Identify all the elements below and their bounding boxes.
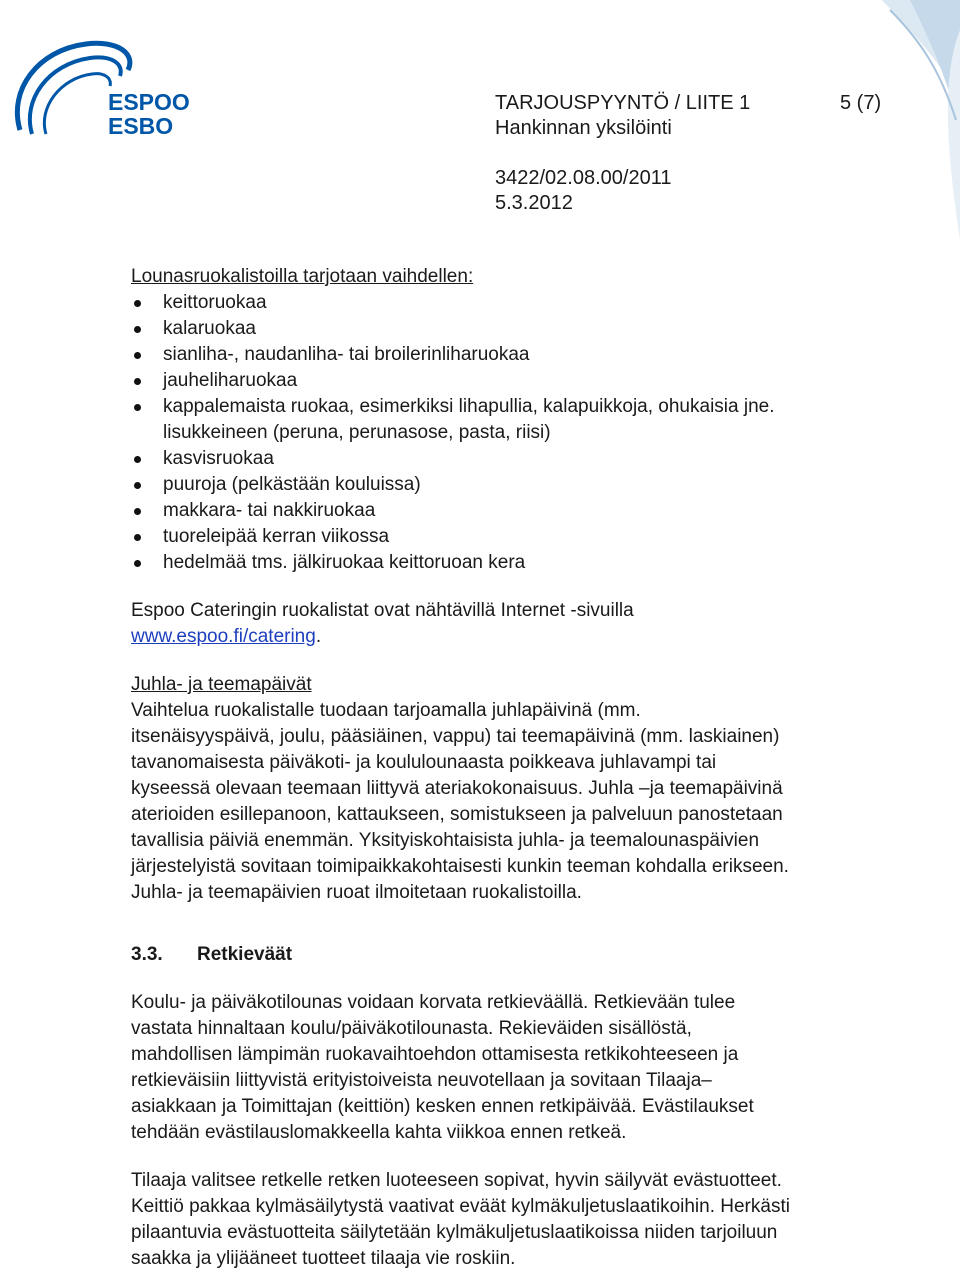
paragraph-line: Vaihtelua ruokalistalle tuodaan tarjoamalla juhlapäivinä (mm.	[131, 700, 641, 721]
list-item: kasvisruokaa	[131, 446, 891, 472]
paragraph-line: vastata hinnaltaan koulu/päiväkotilounasta. Rekieväiden sisällöstä,	[131, 1018, 692, 1039]
section-title: Retkieväät	[197, 944, 293, 965]
paragraph-line: Keittiö pakkaa kylmäsäilytystä vaativat eväät kylmäkuljetuslaatikoihin. Herkästi	[131, 1196, 790, 1217]
list-item: puuroja (pelkästään kouluissa)	[131, 472, 891, 498]
paragraph-line: tavanomaisesta päiväkoti- ja koululounaasta poikkeava juhlavampi tai	[131, 752, 717, 773]
packed-lunch-paragraph-2	[131, 1168, 891, 1272]
catering-note-text: Espoo Cateringin ruokalistat ovat nähtävillä Internet -sivuilla	[131, 600, 634, 621]
paragraph-line: Juhla- ja teemapäivien ruoat ilmoitetaan ruokalistoilla.	[131, 882, 582, 903]
reference-number: 3422/02.08.00/2011	[495, 167, 672, 189]
section-heading-3-3	[131, 942, 891, 968]
document-title: TARJOUSPYYNTÖ / LIITE 1	[495, 92, 751, 114]
paragraph-line: retkieväisiin liittyvistä erityistoiveista neuvotellaan ja sovitaan Tilaaja–	[131, 1070, 712, 1091]
list-item: hedelmää tms. jälkiruokaa keittoruoan kera	[131, 550, 891, 576]
theme-days-paragraph	[131, 698, 891, 906]
list-item: jauheliharuokaa	[131, 368, 891, 394]
packed-lunch-paragraph-1	[131, 990, 891, 1146]
paragraph-line: asiakkaan ja Toimittajan (keittiön) kesken ennen retkipäivää. Evästilaukset	[131, 1096, 754, 1117]
lunch-menu-heading: Lounasruokalistoilla tarjotaan vaihdellen:	[131, 266, 474, 287]
list-item: makkara- tai nakkiruokaa	[131, 498, 891, 524]
list-item: keittoruokaa	[131, 290, 891, 316]
list-item: kappalemaista ruokaa, esimerkiksi lihapullia, kalapuikkoja, ohukaisia jne.	[131, 394, 891, 420]
list-item: tuoreleipää kerran viikossa	[131, 524, 891, 550]
paragraph-line: mahdollisen lämpimän ruokavaihtoehdon ottamisesta retkikohteeseen ja	[131, 1044, 739, 1065]
paragraph-line: Tilaaja valitsee retkelle retken luoteeseen sopivat, hyvin säilyvät evästuotteet.	[131, 1170, 782, 1191]
section-number: 3.3.	[131, 944, 163, 965]
catering-link[interactable]: www.espoo.fi/catering	[131, 626, 316, 647]
paragraph-line: tavallisia päiviä enemmän. Yksityiskohtaisista juhla- ja teemalounaspäivien	[131, 830, 760, 851]
document-body	[131, 264, 891, 1272]
catering-note	[131, 598, 891, 650]
list-item-continuation: lisukkeineen (peruna, perunasose, pasta, riisi)	[163, 422, 551, 443]
list-item: sianliha-, naudanliha- tai broilerinliharuokaa	[131, 342, 891, 368]
lunch-menu-list	[131, 290, 891, 576]
paragraph-line: itsenäisyyspäivä, joulu, pääsiäinen, vappu) tai teemapäivinä (mm. laskiainen)	[131, 726, 780, 747]
paragraph-line: kyseessä olevaan teemaan liittyvä ateriakokonaisuus. Juhla –ja teemapäivinä	[131, 778, 783, 799]
document-date: 5.3.2012	[495, 192, 573, 214]
paragraph-line: pilaantuvia evästuotteita säilytetään kylmäkuljetuslaatikoissa niiden tarjoiluun	[131, 1222, 778, 1243]
espoo-logo	[8, 30, 194, 150]
logo-line-espoo: ESPOO	[108, 89, 190, 115]
paragraph-line: saakka ja ylijääneet tuotteet tilaaja vie roskiin.	[131, 1248, 516, 1269]
paragraph-line: Koulu- ja päiväkotilounas voidaan korvata retkieväällä. Retkievään tulee	[131, 992, 736, 1013]
document-subtitle: Hankinnan yksilöinti	[495, 117, 672, 139]
theme-days-heading: Juhla- ja teemapäivät	[131, 674, 312, 695]
logo-line-esbo: ESBO	[108, 113, 174, 139]
list-item: kalaruokaa	[131, 316, 891, 342]
paragraph-line: tehdään evästilauslomakkeella kahta viikkoa ennen retkeä.	[131, 1122, 627, 1143]
paragraph-line: aterioiden esillepanoon, kattaukseen, somistukseen ja palveluun panostetaan	[131, 804, 783, 825]
page-number: 5 (7)	[840, 92, 882, 114]
catering-note-period: .	[315, 626, 322, 647]
decorative-corner-graphic	[870, 0, 960, 240]
paragraph-line: järjestelyistä sovitaan toimipaikkakohtaisesti kunkin teeman kohdalla erikseen.	[131, 856, 789, 877]
